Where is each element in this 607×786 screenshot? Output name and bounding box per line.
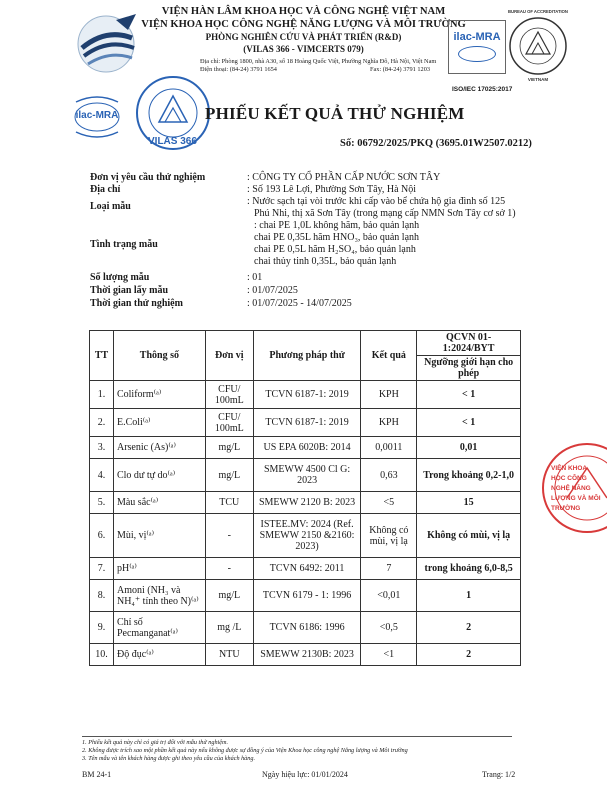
- vilas-badge-text: VILAS 366: [148, 136, 197, 147]
- row-method: SMEWW 4500 Cl G: 2023: [253, 459, 361, 492]
- table-row: [90, 644, 521, 666]
- quantity-label: Số lượng mẫu: [90, 272, 150, 283]
- table-row: [90, 409, 521, 437]
- boa-vietnam-caption: [508, 77, 568, 82]
- table-row: [90, 514, 521, 558]
- row-unit: CFU/ 100mL: [205, 409, 253, 437]
- row-unit: mg/L: [205, 459, 253, 492]
- testing-time-label: Thời gian thử nghiệm: [90, 298, 183, 309]
- row-param: E.Coli⁽ᵃ⁾: [113, 409, 205, 437]
- row-tt: 1.: [90, 381, 114, 409]
- sampling-time-label: Thời gian lấy mẫu: [90, 285, 169, 296]
- sample-type-value-1: : Nước sạch tại vòi trước khi cấp vào bể chứa hộ gia đình số 125: [247, 196, 506, 207]
- report-number: Số: 06792/2025/PKQ (3695.01W2507.0212): [340, 138, 532, 149]
- table-row: [90, 381, 521, 409]
- boa-caption: [500, 9, 576, 14]
- ilac-mra-logo-right: [448, 20, 506, 74]
- footnote-3: 3. Tên mẫu và tên khách hàng được ghi theo yêu cầu của khách hàng.: [82, 755, 256, 762]
- row-limit: 2: [417, 612, 521, 644]
- row-limit: < 1: [417, 381, 521, 409]
- row-param: Mùi, vị⁽ᵃ⁾: [113, 514, 205, 558]
- document-title: PHIẾU KẾT QUẢ THỬ NGHIỆM: [205, 104, 465, 123]
- row-unit: TCU: [205, 492, 253, 514]
- row-result: <1: [361, 644, 417, 666]
- row-tt: 8.: [90, 580, 114, 612]
- phone-text: Điện thoại: (84-24) 3791 1654: [200, 66, 277, 73]
- address-label: Địa chỉ: [90, 184, 121, 195]
- row-limit: 15: [417, 492, 521, 514]
- row-param: Arsenic (As)⁽ᵃ⁾: [113, 437, 205, 459]
- row-limit: Không có mùi, vị lạ: [417, 514, 521, 558]
- table-row: [90, 459, 521, 492]
- effective-date: Ngày hiệu lực: 01/01/2024: [262, 770, 348, 779]
- row-result: <0,5: [361, 612, 417, 644]
- row-result: 7: [361, 558, 417, 580]
- row-param: Amoni (NH₃ và NH₄⁺ tính theo N)⁽ᵃ⁾: [113, 580, 205, 612]
- client-value: : CÔNG TY CỔ PHẦN CẤP NƯỚC SƠN TÂY: [247, 172, 441, 183]
- row-method: SMEWW 2120 B: 2023: [253, 492, 361, 514]
- row-param: Độ đục⁽ᵃ⁾: [113, 644, 205, 666]
- row-method: ISTEE.MV: 2024 (Ref. SMEWW 2150 &2160: 2023): [253, 514, 361, 558]
- academy-name: VIỆN HÀN LÂM KHOA HỌC VÀ CÔNG NGHỆ VIỆT NAM: [161, 6, 446, 17]
- row-param: Clo dư tự do⁽ᵃ⁾: [113, 459, 205, 492]
- row-method: SMEWW 2130B: 2023: [253, 644, 361, 666]
- boa-vietnam: VIETNAM: [527, 77, 549, 82]
- header-standard: QCVN 01-1:2024/BYT: [417, 331, 521, 356]
- row-tt: 6.: [90, 514, 114, 558]
- form-code: BM 24-1: [82, 770, 112, 779]
- row-method: TCVN 6187-1: 2019: [253, 409, 361, 437]
- sample-type-value-2: Phú Nhi, thị xã Sơn Tây (trong mạng cấp NMN Sơn Tây cơ sở 1): [254, 208, 516, 219]
- row-unit: CFU/ 100mL: [205, 381, 253, 409]
- row-unit: NTU: [205, 644, 253, 666]
- row-limit: 2: [417, 644, 521, 666]
- row-result: Không có mùi, vị lạ: [361, 514, 417, 558]
- footnote-1: 1. Phiếu kết quả này chỉ có giá trị đối với mẫu thử nghiệm.: [82, 739, 229, 746]
- row-method: US EPA 6020B: 2014: [253, 437, 361, 459]
- globe-icon: [458, 46, 496, 62]
- vilas-code: (VILAS 366 - VIMCERTS 079): [243, 44, 364, 54]
- row-method: TCVN 6186: 1996: [253, 612, 361, 644]
- vilas-stamp: [134, 74, 212, 152]
- header-param: Thông số: [113, 331, 205, 381]
- iso-label: ISO/IEC 17025:2017: [452, 86, 513, 93]
- testing-time-value: : 01/07/2025 - 14/07/2025: [247, 298, 352, 309]
- table-row: [90, 558, 521, 580]
- row-result: <0,01: [361, 580, 417, 612]
- sample-type-label: Loại mẫu: [90, 201, 131, 212]
- footnote-divider: [82, 736, 512, 737]
- row-unit: -: [205, 558, 253, 580]
- row-param: Chỉ số Pecmanganat⁽ᵃ⁾: [113, 612, 205, 644]
- row-result: KPH: [361, 409, 417, 437]
- institute-seal: [537, 438, 607, 538]
- contact-line: [200, 66, 430, 74]
- row-unit: mg/L: [205, 580, 253, 612]
- row-tt: 3.: [90, 437, 114, 459]
- row-tt: 7.: [90, 558, 114, 580]
- department-name: PHÒNG NGHIÊN CỨU VÀ PHÁT TRIỂN (R&D): [205, 32, 402, 42]
- condition-4: chai thủy tinh 0,35L, bảo quản lạnh: [254, 256, 397, 267]
- ilac-mra-label-right: ilac-MRA: [453, 31, 501, 43]
- table-row: [90, 437, 521, 459]
- header-unit: Đơn vị: [205, 331, 253, 381]
- table-row: [90, 492, 521, 514]
- row-limit: Trong khoảng 0,2-1,0: [417, 459, 521, 492]
- row-result: <5: [361, 492, 417, 514]
- sampling-time-value: : 01/07/2025: [247, 285, 298, 296]
- fax-text: Fax: (84-24) 3791 1203: [370, 66, 430, 73]
- footnote-2: 2. Không được trích sao một phần kết quả này nếu không được sự đồng ý của Viện Khoa học công nghệ Năng lượng và Môi trường: [82, 747, 408, 754]
- address-line: Địa chỉ: Phòng 1800, nhà A30, số 18 Hoàng Quốc Việt, Phường Nghĩa Đô, Hà Nội, Việt Nam: [200, 58, 437, 65]
- row-tt: 4.: [90, 459, 114, 492]
- seal-text: VIỆN KHOA HỌC CÔNG NGHỆ NĂNG LƯỢNG VÀ MÔI TRƯỜNG: [551, 465, 601, 512]
- row-limit: 0,01: [417, 437, 521, 459]
- row-unit: mg /L: [205, 612, 253, 644]
- row-param: Coliform⁽ᵃ⁾: [113, 381, 205, 409]
- row-param: pH⁽ᵃ⁾: [113, 558, 205, 580]
- row-limit: trong khoảng 6,0-8,5: [417, 558, 521, 580]
- row-method: TCVN 6179 - 1: 1996: [253, 580, 361, 612]
- row-method: TCVN 6492: 2011: [253, 558, 361, 580]
- page-number: Trang: 1/2: [482, 770, 516, 779]
- ilac-mra-logo-left: [72, 92, 122, 138]
- row-unit: mg/L: [205, 437, 253, 459]
- condition-3: chai PE 0,5L hãm H₂SO₄, bảo quản lạnh: [254, 244, 416, 255]
- results-table: [89, 330, 521, 666]
- header-result: Kết quả: [361, 331, 417, 381]
- row-result: KPH: [361, 381, 417, 409]
- header-method: Phương pháp thử: [253, 331, 361, 381]
- row-tt: 2.: [90, 409, 114, 437]
- address-value: : Số 193 Lê Lợi, Phường Sơn Tây, Hà Nội: [247, 184, 417, 195]
- condition-1: : chai PE 1,0L không hãm, bảo quản lạnh: [254, 220, 420, 231]
- header-limit: Ngưỡng giới hạn cho phép: [417, 356, 521, 381]
- institute-name: VIỆN KHOA HỌC CÔNG NGHỆ NĂNG LƯỢNG VÀ MÔI TRƯỜNG: [141, 19, 466, 30]
- row-result: 0,63: [361, 459, 417, 492]
- quantity-value: : 01: [247, 272, 263, 283]
- table-row: [90, 580, 521, 612]
- row-limit: < 1: [417, 409, 521, 437]
- table-row: [90, 612, 521, 644]
- ilac-mra-label-left: ilac-MRA: [75, 110, 119, 121]
- row-param: Màu sắc⁽ᵃ⁾: [113, 492, 205, 514]
- condition-label: Tình trạng mẫu: [90, 239, 158, 250]
- client-label: Đơn vị yêu cầu thử nghiệm: [90, 172, 206, 183]
- boa-bureau: BUREAU OF ACCREDITATION: [508, 9, 568, 14]
- row-tt: 9.: [90, 612, 114, 644]
- row-tt: 5.: [90, 492, 114, 514]
- header-tt: TT: [90, 331, 114, 381]
- condition-2: chai PE 0,35L hãm HNO₃, bảo quản lạnh: [254, 232, 420, 243]
- row-method: TCVN 6187-1: 2019: [253, 381, 361, 409]
- row-tt: 10.: [90, 644, 114, 666]
- row-result: 0,0011: [361, 437, 417, 459]
- row-unit: -: [205, 514, 253, 558]
- row-limit: 1: [417, 580, 521, 612]
- boa-vietnam-logo: [508, 9, 568, 82]
